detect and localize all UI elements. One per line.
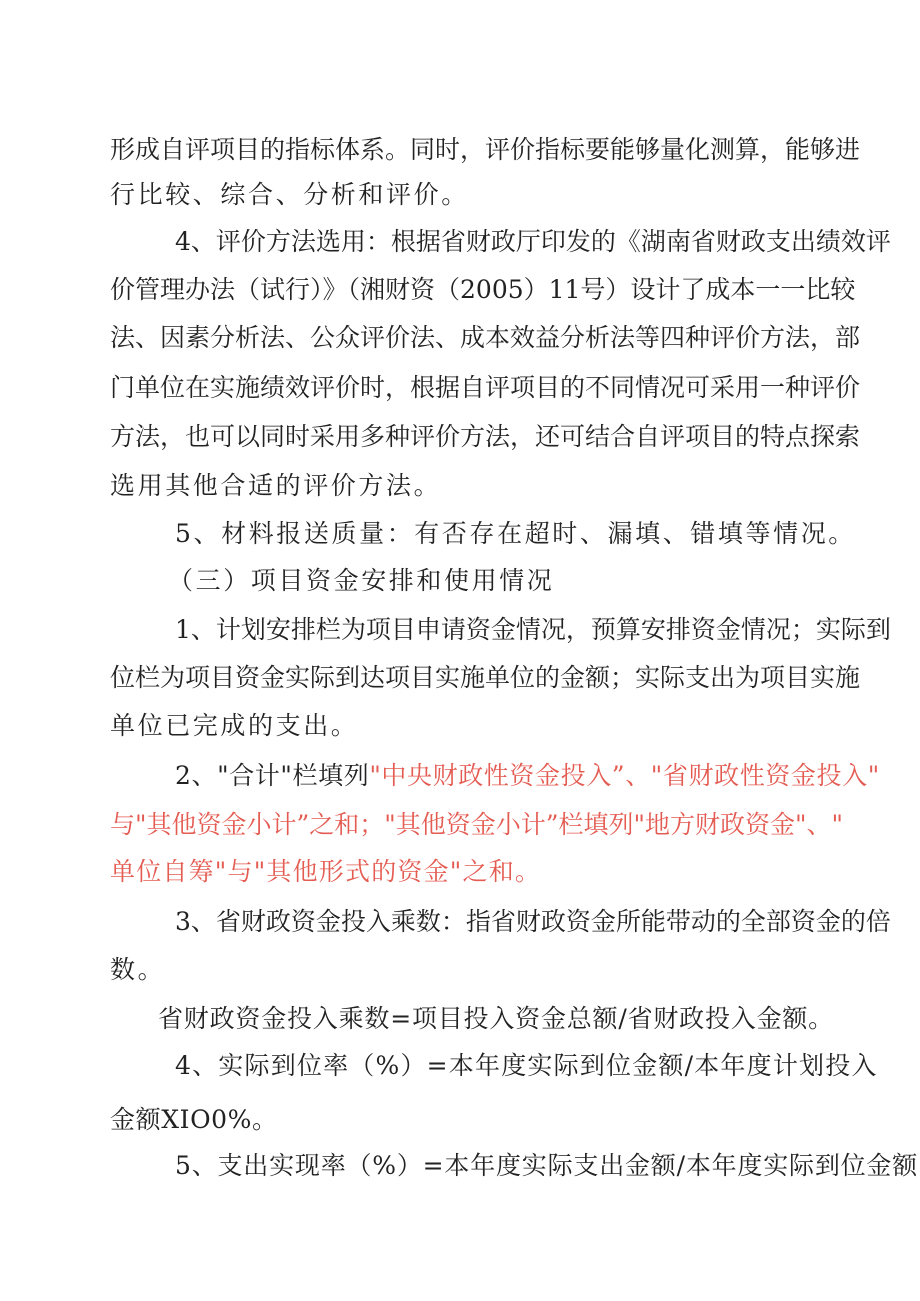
text-line: 位栏为项目资金实际到达项目实施单位的金额；实际支出为项目实施 (110, 663, 861, 692)
red-paragraph-line-2: 与"其他资金小计”之和；"其他资金小计”栏填列"地方财政资金"、" (110, 810, 844, 839)
red-paragraph-line-3: 单位自筹"与"其他形式的资金"之和。 (110, 857, 542, 886)
text-line: 1、计划安排栏为项目申请资金情况，预算安排资金情况；实际到 (175, 615, 891, 644)
text-line: 方法，也可以同时采用多种评价方法，还可结合自评项目的特点探索 (110, 422, 861, 451)
section-heading: （三）项目资金安排和使用情况 (168, 566, 555, 595)
text-line: 3、省财政资金投入乘数：指省财政资金所能带动的全部资金的倍 (175, 907, 891, 936)
text-line: 4、实际到位率（%）=本年度实际到位金额/本年度计划投入 (175, 1051, 878, 1080)
text-black: 2、"合计"栏填列 (175, 761, 370, 790)
red-paragraph-line-1 (175, 760, 880, 792)
text-line: 5、支出实现率（%）=本年度实际支出金额/本年度实际到位金额 (175, 1151, 919, 1180)
text-red: "中央财政性资金投入”、"省财政性资金投入" (369, 761, 880, 790)
text-line: 形成自评项目的指标体系。同时，评价指标要能够量化测算，能够进 (110, 135, 861, 164)
text-line: 金额XIO0%。 (110, 1105, 278, 1134)
text-line: 行比较、综合、分析和评价。 (110, 180, 469, 209)
text-line: 门单位在实施绩效评价时，根据自评项目的不同情况可采用一种评价 (110, 373, 861, 402)
text-line: 价管理办法（试行）》（湘财资（2005）11号）设计了成本一一比较 (110, 275, 856, 304)
text-line: 单位已完成的支出。 (110, 711, 359, 740)
formula-line: 省财政资金投入乘数=项目投入资金总额/省财政投入金额。 (158, 1004, 834, 1033)
text-line: 法、因素分析法、公众评价法、成本效益分析法等四种评价方法，部 (110, 323, 861, 352)
text-line: 5、材料报送质量：有否存在超时、漏填、错填等情况。 (175, 519, 856, 548)
text-line: 选用其他合适的评价方法。 (110, 471, 442, 500)
text-line: 数。 (110, 955, 166, 984)
text-line: 4、评价方法选用：根据省财政厅印发的《湖南省财政支出绩效评 (175, 227, 891, 256)
